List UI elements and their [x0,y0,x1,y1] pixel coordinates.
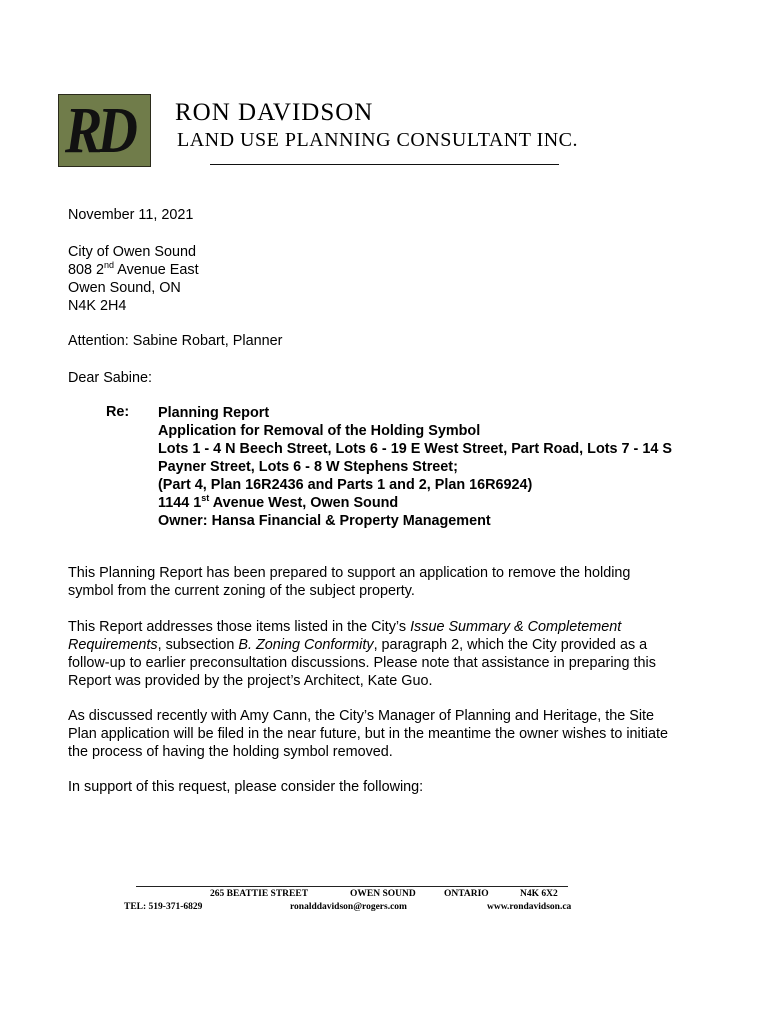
footer-email[interactable]: ronalddavidson@rogers.com [290,902,407,912]
paragraph-1: This Planning Report has been prepared to support an application to remove the holding symbol from the current zoning of the subject property. [68,565,631,599]
letterhead-divider [210,164,559,165]
footer-street: 265 BEATTIE STREET [210,889,309,899]
company-subtitle: LAND USE PLANNING CONSULTANT INC. [177,129,579,151]
re-label: Re: [106,404,130,420]
attention-line: Attention: Sabine Robart, Planner [68,333,283,349]
footer-phone: TEL: 519-371-6829 [124,902,203,912]
subject-line: (Part 4, Plan 16R2436 and Parts 1 and 2, Plan 16R6924) [158,477,533,493]
subject-line: Owner: Hansa Financial & Property Management [158,513,491,529]
subject-line: Payner Street, Lots 6 - 8 W Stephens Street; [158,459,458,475]
footer-website[interactable]: www.rondavidson.ca [487,902,572,912]
footer-postal: N4K 6X2 [520,889,558,899]
company-logo [58,94,151,167]
paragraph-4: In support of this request, please consider the following: [68,779,424,795]
subject-line: 1144 1st Avenue West, Owen Sound [158,493,399,511]
paragraph-2: This Report addresses those items listed in the City’s Issue Summary & Completement Requirements, subsection B. Zoning Conformity, paragraph 2, which the City provided as a follow-up to earlier preconsultation discussions. Please note that assistance in preparing this Report was provided by the project’s Architect, Kate Guo. [68,619,656,689]
salutation: Dear Sabine: [68,370,152,386]
address-line: N4K 2H4 [68,298,127,314]
address-line: City of Owen Sound [68,244,196,260]
subject-line: Lots 1 - 4 N Beech Street, Lots 6 - 19 E West Street, Part Road, Lots 7 - 14 S [158,441,672,457]
footer-city: OWEN SOUND [350,889,416,899]
address-line: Owen Sound, ON [68,280,181,296]
subject-block [158,404,718,530]
subject-line: Application for Removal of the Holding Symbol [158,423,481,439]
letter-date: November 11, 2021 [68,207,194,223]
address-line: 808 2nd Avenue East [68,260,199,278]
logo-monogram: RD [65,94,133,167]
address-block [68,243,199,315]
company-name: RON DAVIDSON [175,99,374,126]
subject-line: Planning Report [158,405,270,421]
footer-province: ONTARIO [444,889,489,899]
paragraph-3: As discussed recently with Amy Cann, the City’s Manager of Planning and Heritage, the Site Plan application will be filed in the near future, but in the meantime the owner wishes to initiate the process of having the holding symbol removed. [68,708,668,760]
footer-divider [136,886,568,887]
